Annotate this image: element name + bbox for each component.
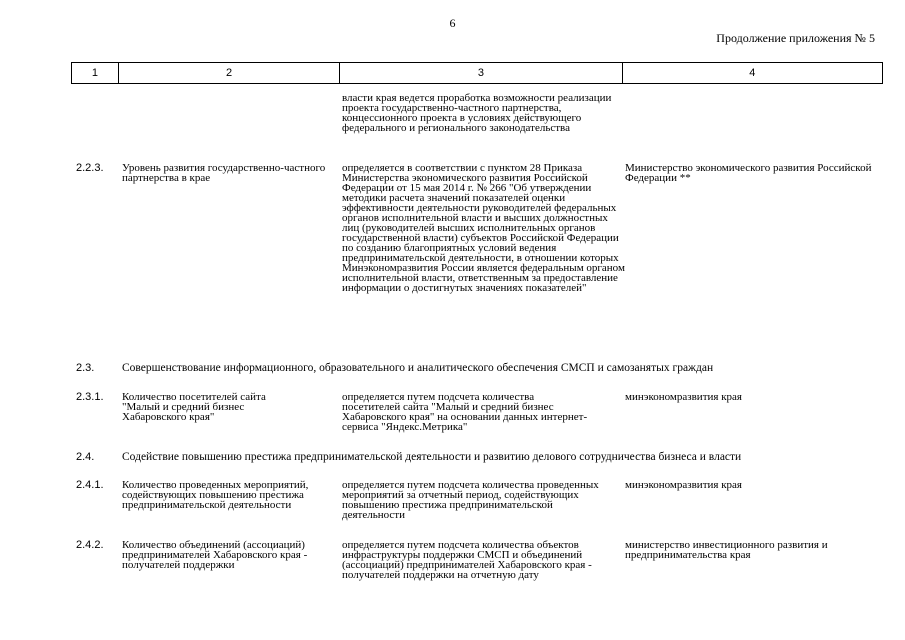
data-source: минэкономразвития края	[625, 479, 742, 491]
row-number: 2.4.2.	[76, 539, 104, 551]
appendix-continuation-label: Продолжение приложения № 5	[716, 31, 875, 45]
header-col-1: 1	[72, 63, 119, 83]
data-source: Министерство экономического развития Российской Федерации **	[625, 162, 872, 184]
calculation-method: определяется в соответствии с пунктом 28 Приказа Министерства экономического развития Российской Федерации от 15 мая 2014 г. № 266 "Об утверждении методики расчета значений показателей оценки эффективности деятельности руководителей федеральных органов исполнительной власти и высших должностных лиц (руководителей высших исполнительных органов государственной власти) субъектов Российской Федерации по созданию благоприятных условий ведения предпринимательской деятельности, в отношении которых Минэкономразвития России является федеральным органом исполнительной власти, ответственным за предоставление информации о достигнутых значениях показателей"	[342, 162, 625, 294]
indicator-name: Уровень развития государственно-частного партнерства в крае	[122, 162, 326, 184]
section-title: Совершенствование информационного, образовательного и аналитического обеспечения СМСП и самозанятых граждан	[122, 362, 714, 374]
header-col-4: 4	[749, 67, 756, 79]
continued-method-text: власти края ведется проработка возможности реализации проекта государственно-частного партнерства, концессионного проекта в условиях действующего федерального и регионального законодательства	[342, 92, 612, 134]
calculation-method: определяется путем подсчета количества объектов инфраструктуры поддержки СМСП и объединений (ассоциаций) предпринимателей Хабаровского края - получателей поддержки на отчетную дату	[342, 539, 592, 581]
row-number: 2.3.1.	[76, 391, 104, 403]
data-source: минэкономразвития края	[625, 391, 742, 403]
row-number: 2.4.1.	[76, 479, 104, 491]
calculation-method: определяется путем подсчета количества посетителей сайта "Малый и средний бизнес Хабаровского края" на основании данных интернет-сервиса "Яндекс.Метрика"	[342, 391, 588, 433]
section-number: 2.3.	[76, 362, 95, 374]
section-title: Содействие повышению престижа предпринимательской деятельности и развитию делового сотрудничества бизнеса и власти	[122, 451, 742, 463]
table-header-row	[71, 62, 883, 84]
section-number: 2.4.	[76, 451, 95, 463]
indicator-name: Количество посетителей сайта "Малый и средний бизнес Хабаровского края"	[122, 391, 266, 423]
header-col-2: 2	[119, 63, 340, 83]
calculation-method: определяется путем подсчета количества проведенных мероприятий за отчетный период, содействующих повышению престижа предпринимательской деятельности	[342, 479, 599, 521]
indicator-name: Количество проведенных мероприятий, содействующих повышению престижа предпринимательской деятельности	[122, 479, 309, 511]
page-number: 6	[449, 16, 456, 30]
data-source: министерство инвестиционного развития и предпринимательства края	[625, 539, 828, 561]
indicator-name: Количество объединений (ассоциаций) предпринимателей Хабаровского края - получателей поддержки	[122, 539, 308, 571]
row-number: 2.2.3.	[76, 162, 104, 174]
header-col-3: 3	[340, 63, 622, 83]
